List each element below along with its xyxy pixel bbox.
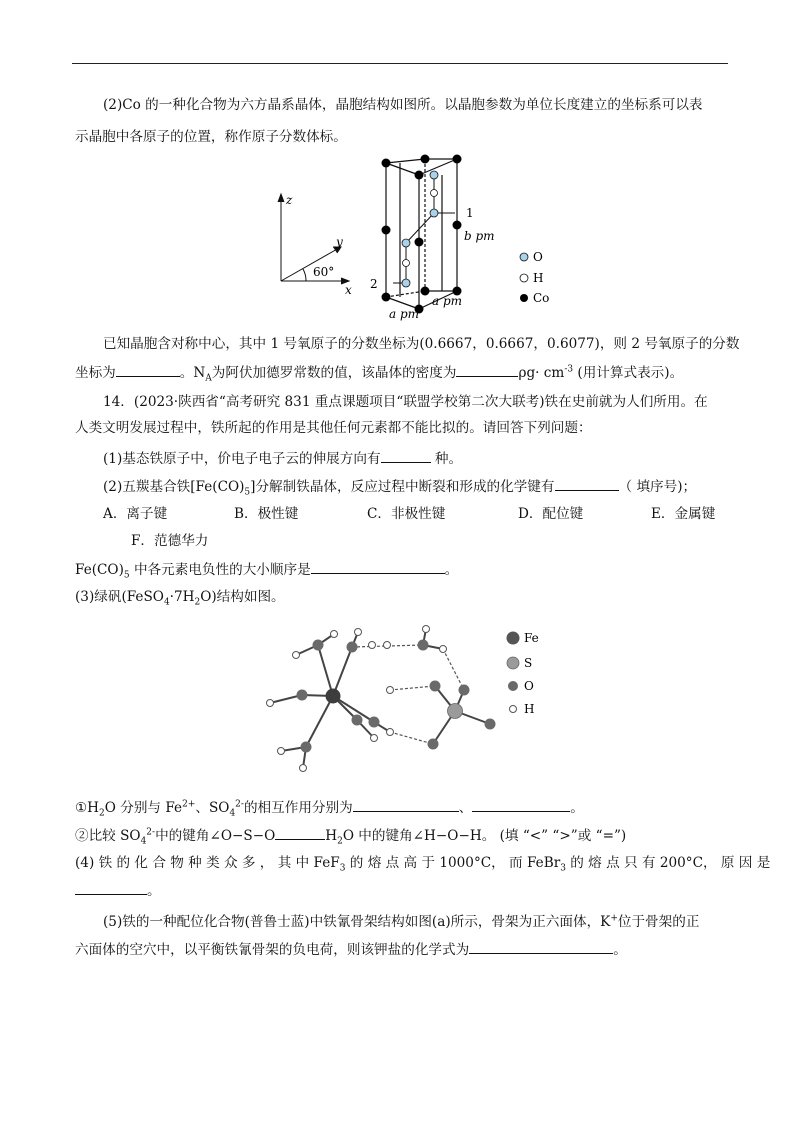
q14-part3-q1: $①H_2O$ 分别与 $Fe^{2+}$、$SO_4^{2-}$的相互作用分别为 、 。 (75, 797, 730, 818)
legend-s: S (524, 656, 533, 670)
axis-x-label: x (345, 283, 352, 297)
co-atoms (382, 155, 462, 314)
ferrous-sulfate-structure-figure (262, 620, 552, 778)
answer-blank-directions[interactable] (381, 448, 431, 463)
legend-h: H (533, 271, 544, 285)
legend-co: Co (533, 291, 550, 305)
option-c: C．非极性键 (367, 506, 446, 522)
q14-part2: (2)五羰基合铁$[Fe(CO)_5]$分解制铁晶体，反应过程中断裂和形成的化学键有 （ 填序号)； (103, 476, 758, 497)
atom-2-label: 2 (370, 277, 378, 291)
legend-o-fig2: O (524, 679, 534, 693)
b-pm-label: b pm (464, 229, 495, 243)
a-pm-label-2: a pm (432, 294, 463, 308)
o-h-bonds (393, 175, 455, 283)
option-b: B．极性键 (234, 506, 299, 522)
legend-fe: Fe (524, 631, 539, 645)
hydrogen-bonds (352, 645, 464, 744)
answer-blank-electronegativity[interactable] (311, 559, 445, 574)
answer-blank-density[interactable] (456, 362, 518, 377)
q14-part3: (3)绿矾$(FeSO_4\cdot 7H_2O)$结构如图。 (75, 589, 285, 608)
q13-part2-line1: (2)Co 的一种化合物为六方晶系晶体，晶胞结构如图所。以晶胞参数为单位长度建立的坐标系可以表 (103, 97, 703, 113)
a-pm-label-1: a pm (389, 307, 420, 321)
q14-part4-answer: 。 (75, 880, 730, 901)
q14-header2: 人类文明发展过程中，铁所起的作用是其他任何元素都不能比拟的。请回答下列问题： (75, 420, 592, 436)
q13-part2-line3: 已知晶胞含对称中心，其中 1 号氧原子的分数坐标为(0.6667，0.6667，0.6077)，则 2 号氧原子的分数 (103, 336, 740, 352)
q14-header: 14．(2023·陕西省“高考研究 831 重点课题项目“联盟学校第二次大联考)铁在史前就为人们所用。在 (103, 394, 708, 410)
q14-part3-q2: ②比较 $SO_4^{2-}$中的键角∠O−S−O $H_2O$ 中的键角∠H−O−H。 (填 “<” “>”或 “=”) (75, 825, 730, 846)
answer-blank-angle-compare[interactable] (275, 825, 325, 840)
header-rule (72, 63, 728, 64)
answer-blank-interaction-so4[interactable] (472, 797, 570, 812)
option-f: F．范德华力 (131, 533, 209, 549)
fig2-legend (507, 631, 539, 716)
q14-part2-q2: $Fe(CO)_5$ 中各元素电负性的大小顺序是 。 (75, 559, 730, 580)
angle-label: 60° (313, 265, 335, 279)
q13-part2-line2: 示晶胞中各原子的位置，称作原子分数体标。 (75, 129, 347, 145)
answer-blank-interaction-fe[interactable] (353, 797, 459, 812)
answer-blank-bonds[interactable] (555, 476, 619, 491)
q13-part2-line4: 坐标为 。$N_A$为阿伏加德罗常数的值，该晶体的密度为 $\rho g\cdot cm^{-3}$ (用计算式表示)。 (75, 362, 730, 383)
answer-blank-melting-reason[interactable] (75, 880, 147, 895)
fe-atom (326, 689, 341, 704)
option-e: E．金属键 (651, 506, 716, 522)
answer-blank-o2-coords[interactable] (116, 362, 180, 377)
cell-edges (386, 159, 457, 309)
answer-blank-formula[interactable] (469, 939, 613, 954)
option-d: D．配位键 (518, 506, 584, 522)
q14-part4: (4) 铁 的 化 合 物 种 类 众 多 ， 其 中 FeF$_3$ 的 熔 点 高 于 1000°C， 而 FeBr$_3$ 的 熔 点 只 有 200°C， 原 因 是 (75, 855, 771, 874)
legend-o: O (533, 250, 543, 264)
q14-part1: (1)基态铁原子中，价电子电子云的伸展方向有 种。 (103, 448, 758, 469)
q14-part5: (5)铁的一种配位化合物(普鲁士蓝)中铁氰骨架结构如图(a)所示，骨架为正六面体，K+位于骨架的正 (103, 913, 700, 930)
atom-1-label: 1 (466, 206, 474, 220)
axis-z-label: z (286, 193, 293, 207)
axis-y-label: y (336, 235, 343, 249)
option-a: A．离子键 (103, 506, 168, 522)
o-atoms (402, 171, 438, 287)
q14-part5-line2: 六面体的空穴中，以平衡铁氰骨架的负电荷，则该钾盐的化学式为 。 (75, 939, 730, 960)
hexagonal-cell-figure (270, 150, 570, 322)
s-atom (448, 704, 463, 719)
fig1-legend (520, 250, 549, 305)
legend-h-fig2: H (524, 702, 535, 716)
